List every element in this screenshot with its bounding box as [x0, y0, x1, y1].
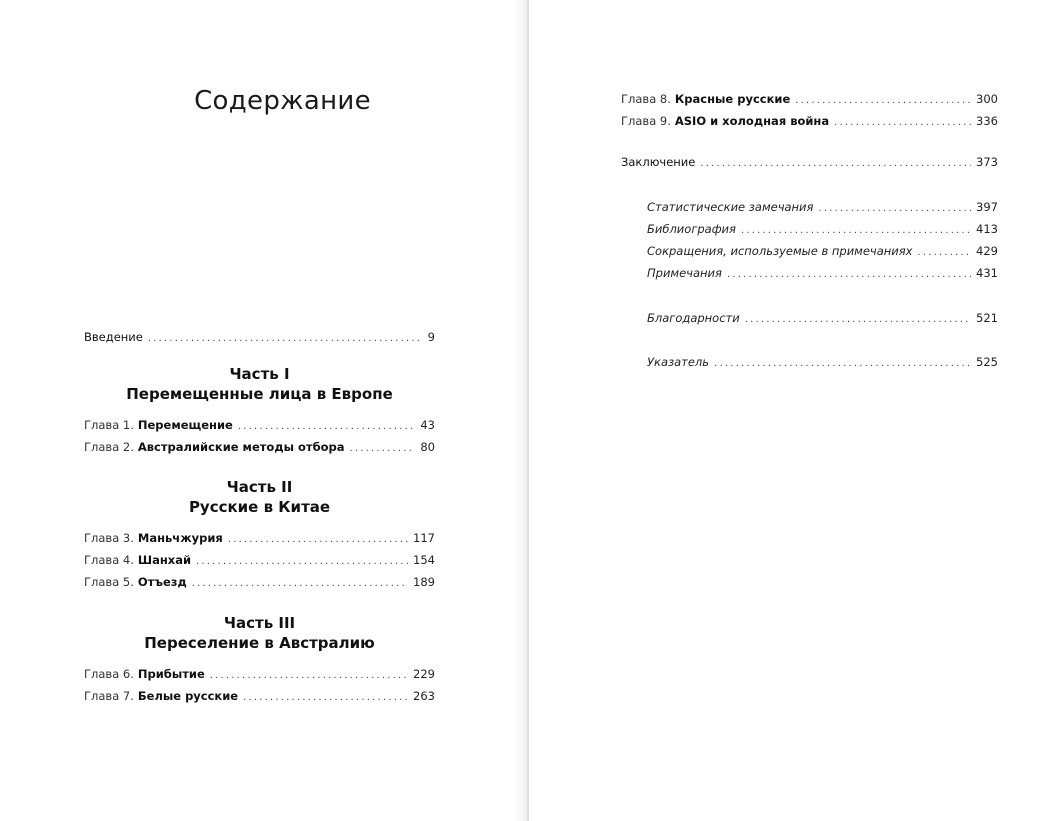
toc-entry-bibliography[interactable]	[647, 221, 998, 239]
entry-title: Благодарности	[647, 311, 740, 325]
entry-page-number: 189	[413, 575, 435, 589]
dot-leader	[700, 156, 971, 172]
dot-leader	[714, 356, 971, 372]
chapter-prefix: Глава 5.	[84, 575, 134, 589]
entry-page-number: 413	[976, 222, 998, 236]
entry-title: Введение	[84, 330, 143, 344]
chapter-prefix: Глава 6.	[84, 667, 134, 681]
toc-entry-introduction[interactable]	[84, 329, 435, 347]
entry-page-number: 521	[976, 311, 998, 325]
chapter-prefix: Глава 1.	[84, 418, 134, 432]
entry-title: Белые русские	[137, 689, 239, 703]
entry-title: Библиография	[647, 222, 736, 236]
entry-page-number: 336	[976, 114, 998, 128]
entry-title: Примечания	[647, 266, 722, 280]
entry-title: Шанхай	[137, 553, 192, 567]
dot-leader	[148, 331, 423, 347]
entry-page-number: 9	[427, 330, 435, 344]
entry-title: ASIO и холодная война	[674, 114, 830, 128]
toc-entry-chapter-6[interactable]	[84, 666, 435, 684]
entry-page-number: 431	[976, 266, 998, 280]
entry-page-number: 229	[413, 667, 435, 681]
entry-title: Прибытие	[137, 667, 205, 681]
toc-entry-chapter-5[interactable]	[84, 574, 435, 592]
dot-leader	[795, 93, 971, 109]
entry-title: Красные русские	[674, 92, 791, 106]
dot-leader	[917, 245, 971, 261]
entry-page-number: 263	[413, 689, 435, 703]
toc-entry-chapter-1[interactable]	[84, 417, 435, 435]
dot-leader	[818, 201, 971, 217]
entry-title: Отъезд	[137, 575, 187, 589]
part-title: Русские в Китае	[188, 498, 331, 516]
toc-entry-abbreviations[interactable]	[647, 243, 998, 261]
dot-leader	[238, 419, 416, 435]
part-title: Перемещенные лица в Европе	[126, 385, 393, 403]
entry-title: Статистические замечания	[647, 200, 814, 214]
entry-page-number: 525	[976, 355, 998, 369]
entry-title: Заключение	[621, 155, 696, 169]
entry-title: Сокращения, используемые в примечаниях	[647, 244, 913, 258]
dot-leader	[243, 690, 408, 706]
entry-page-number: 43	[420, 418, 435, 432]
toc-entry-chapter-8[interactable]	[621, 91, 998, 109]
toc-entry-statistical-notes[interactable]	[647, 199, 998, 217]
toc-entry-notes[interactable]	[647, 265, 998, 283]
dot-leader	[834, 115, 971, 131]
dot-leader	[192, 576, 408, 592]
entry-page-number: 154	[413, 553, 435, 567]
chapter-prefix: Глава 4.	[84, 553, 134, 567]
dot-leader	[741, 223, 971, 239]
entry-page-number: 300	[976, 92, 998, 106]
contents-title: Содержание	[194, 86, 371, 116]
toc-entry-index[interactable]	[647, 354, 998, 372]
part-label: Часть I	[229, 365, 290, 383]
toc-entry-chapter-9[interactable]	[621, 113, 998, 131]
chapter-prefix: Глава 2.	[84, 440, 134, 454]
entry-title: Маньчжурия	[137, 531, 223, 545]
entry-page-number: 373	[976, 155, 998, 169]
part-label: Часть III	[223, 614, 296, 632]
toc-entry-chapter-4[interactable]	[84, 552, 435, 570]
chapter-prefix: Глава 7.	[84, 689, 134, 703]
dot-leader	[228, 532, 408, 548]
dot-leader	[727, 267, 971, 283]
chapter-prefix: Глава 3.	[84, 531, 134, 545]
left-page	[0, 0, 527, 821]
entry-title: Указатель	[647, 355, 710, 369]
entry-title: Австралийские методы отбора	[137, 440, 345, 454]
entry-page-number: 80	[420, 440, 435, 454]
dot-leader	[196, 554, 408, 570]
entry-page-number: 117	[413, 531, 435, 545]
dot-leader	[745, 312, 971, 328]
toc-entry-conclusion[interactable]	[621, 154, 998, 172]
entry-title: Перемещение	[137, 418, 233, 432]
entry-page-number: 397	[976, 200, 998, 214]
toc-entry-chapter-2[interactable]	[84, 439, 435, 457]
chapter-prefix: Глава 8.	[621, 92, 671, 106]
entry-page-number: 429	[976, 244, 998, 258]
part-title: Переселение в Австралию	[144, 634, 375, 652]
toc-entry-chapter-7[interactable]	[84, 688, 435, 706]
toc-entry-chapter-3[interactable]	[84, 530, 435, 548]
chapter-prefix: Глава 9.	[621, 114, 671, 128]
dot-leader	[350, 441, 416, 457]
dot-leader	[210, 668, 408, 684]
part-label: Часть II	[226, 478, 293, 496]
toc-entry-acknowledgements[interactable]	[647, 310, 998, 328]
